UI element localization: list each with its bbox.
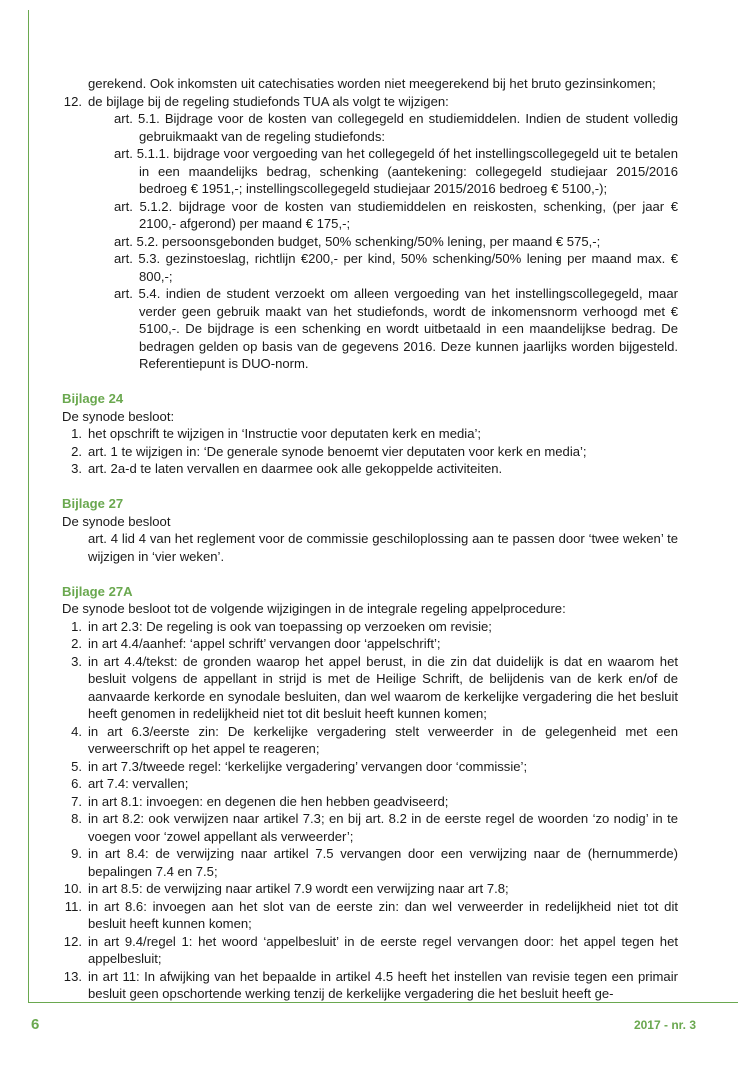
list-item [62, 653, 678, 723]
item-text: art 7.4: vervallen; [88, 776, 189, 791]
item-text: art. 1 te wijzigen in: ‘De generale synode benoemt vier deputaten voor kerk en media’; [88, 443, 587, 459]
item-number: 1. [71, 426, 82, 441]
list-item [62, 425, 678, 443]
section-heading: Bijlage 27 [62, 496, 124, 511]
article-line: art. 5.2. persoonsgebonden budget, 50% schenking/50% lening, per maand € 575,-; [114, 233, 601, 249]
item-number: 1. [71, 618, 82, 634]
list-item [62, 618, 678, 636]
item-text: in art 8.2: ook verwijzen naar artikel 7.3; en bij art. 8.2 in de eerste regel de woorden ‘zo nodig’ in te voegen voor ‘zowel appellant als verweerder’; [88, 811, 678, 844]
list-item [62, 775, 678, 793]
list-item [62, 810, 678, 845]
list-item [62, 933, 678, 968]
list-item [62, 635, 678, 653]
item-text: in art 4.4/aanhef: ‘appel schrift’ vervangen door ‘appelschrift’; [88, 636, 441, 651]
list-item [62, 898, 678, 933]
item-number: 5. [71, 758, 82, 774]
list-item [62, 758, 678, 776]
article-line: art. 5.1.2. bijdrage voor de kosten van studiemiddelen en reiskosten, schenking, (per jaar € 2100,- afgerond) per maand € 175,-; [114, 198, 678, 231]
section-text: art. 4 lid 4 van het reglement voor de commissie geschiloplossing aan te passen door ‘twee weken’ te wijzigen in ‘vier weken’. [88, 531, 678, 564]
item-number: 4. [71, 723, 82, 739]
section-heading: Bijlage 27A [62, 583, 133, 599]
item-text: de bijlage bij de regeling studiefonds TUA als volgt te wijzigen: [88, 93, 449, 109]
item-number: 3. [71, 653, 82, 669]
issue-label: 2017 - nr. 3 [633, 1018, 696, 1032]
list-item [62, 460, 678, 478]
item-text: in art 7.3/tweede regel: ‘kerkelijke vergadering’ vervangen door ‘commissie’; [88, 758, 528, 774]
article-line: art. 5.3. gezinstoeslag, richtlijn €200,- per kind, 50% schenking/50% lening per maand max. € 800,-; [114, 251, 678, 284]
item-number: 2. [71, 636, 82, 651]
list-item [62, 723, 678, 758]
section-heading: Bijlage 24 [62, 391, 124, 406]
item-number: 3. [71, 461, 82, 476]
list-item [62, 845, 678, 880]
list-item [62, 880, 678, 898]
item-number: 13. [63, 968, 82, 984]
item-text: art. 2a-d te laten vervallen en daarmee ook alle gekoppelde activiteiten. [88, 461, 503, 476]
item-number: 2. [71, 443, 82, 459]
list-item [62, 793, 678, 811]
section-intro: De synode besloot tot de volgende wijzigingen in de integrale regeling appelprocedure: [62, 601, 566, 616]
item-number: 6. [71, 776, 82, 791]
left-margin-rule [28, 10, 29, 1003]
article-line: art. 5.1. Bijdrage voor de kosten van collegegeld en studiemiddelen. Indien de student volledig gebruikmaakt van de regeling studiefonds: [114, 111, 678, 144]
list-item [62, 443, 678, 461]
article-line: art. 5.4. indien de student verzoekt om alleen vergoeding van het instellingscollegegeld, maar verder geen gebruik maakt van het studiefonds, wordt de inkomensnorm verhoogd met € 5100,-. De bijdrage is een schenking en wordt uitbetaald in een maandelijkse bedrag. De bedragen gelden op basis van de gegevens 2016. Deze kunnen jaarlijks worden bijgesteld. Referentiepunt is DUO-norm. [114, 286, 678, 371]
item-text: in art 8.4: de verwijzing naar artikel 7.5 vervangen door een verwijzing naar de (hernummerde) bepalingen 7.4 en 7.5; [88, 846, 678, 879]
item-number: 7. [71, 793, 82, 809]
item-text: het opschrift te wijzigen in ‘Instructie voor deputaten kerk en media’; [88, 426, 482, 441]
page-number: 6 [31, 1016, 40, 1033]
article-line: art. 5.1.1. bijdrage voor vergoeding van het collegegeld óf het instellingscollegegeld uit te betalen in een maandelijks bedrag, schenking (aantekening: collegegeld studiejaar 2015/2016 bedroeg € 1951,-; instellingscollegegeld studiejaar 2015/2016 bedroeg € 5100,-); [114, 146, 678, 196]
item-text: in art 8.1: invoegen: en degenen die hen hebben geadviseerd; [88, 793, 449, 809]
page-body [62, 75, 678, 1003]
item-number: 8. [71, 811, 82, 826]
item-text: in art 2.3: De regeling is ook van toepassing op verzoeken om revisie; [88, 618, 492, 634]
item-number: 10. [63, 881, 82, 896]
item-number: 12. [63, 933, 82, 949]
intro-line: gerekend. Ook inkomsten uit catechisaties worden niet meegerekend bij het bruto gezinsinkomen; [88, 76, 656, 91]
section-intro: De synode besloot: [62, 408, 175, 424]
item-number: 11. [64, 898, 82, 914]
list-item [62, 93, 678, 111]
item-text: in art 4.4/tekst: de gronden waarop het appel berust, in die zin dat duidelijk is dat en waarom het besluit volgens de appellant in strijd is met de Heilige Schrift, de belijdenis van de kerk en/of de aanvaarde kerkorde en synodale besluiten, dan wel waarom de kerkelijke vergadering die het besluit heeft genomen in redelijkheid niet tot dit besluit heeft kunnen komen; [88, 653, 678, 721]
section-intro: De synode besloot [62, 513, 171, 529]
item-number: 12. [63, 93, 82, 109]
item-text: in art 11: In afwijking van het bepaalde in artikel 4.5 heeft het instellen van revisie tegen een primair besluit geen opschortende werking tenzij de kerkelijke vergadering die het besluit heeft ge- [88, 968, 678, 1001]
item-number: 9. [71, 846, 82, 861]
item-text: in art 9.4/regel 1: het woord ‘appelbesluit’ in de eerste regel vervangen door: het appel tegen het appelbesluit; [88, 933, 678, 966]
item-text: in art 8.6: invoegen aan het slot van de eerste zin: dan wel verweerder in redelijkheid niet tot dit besluit heeft kunnen komen; [88, 898, 678, 931]
item-text: in art 8.5: de verwijzing naar artikel 7.9 wordt een verwijzing naar art 7.8; [88, 881, 509, 896]
list-item [62, 968, 678, 1003]
item-text: in art 6.3/eerste zin: De kerkelijke vergadering stelt verweerder in de gelegenheid met een verweerschrift op het appel te reageren; [88, 723, 678, 756]
